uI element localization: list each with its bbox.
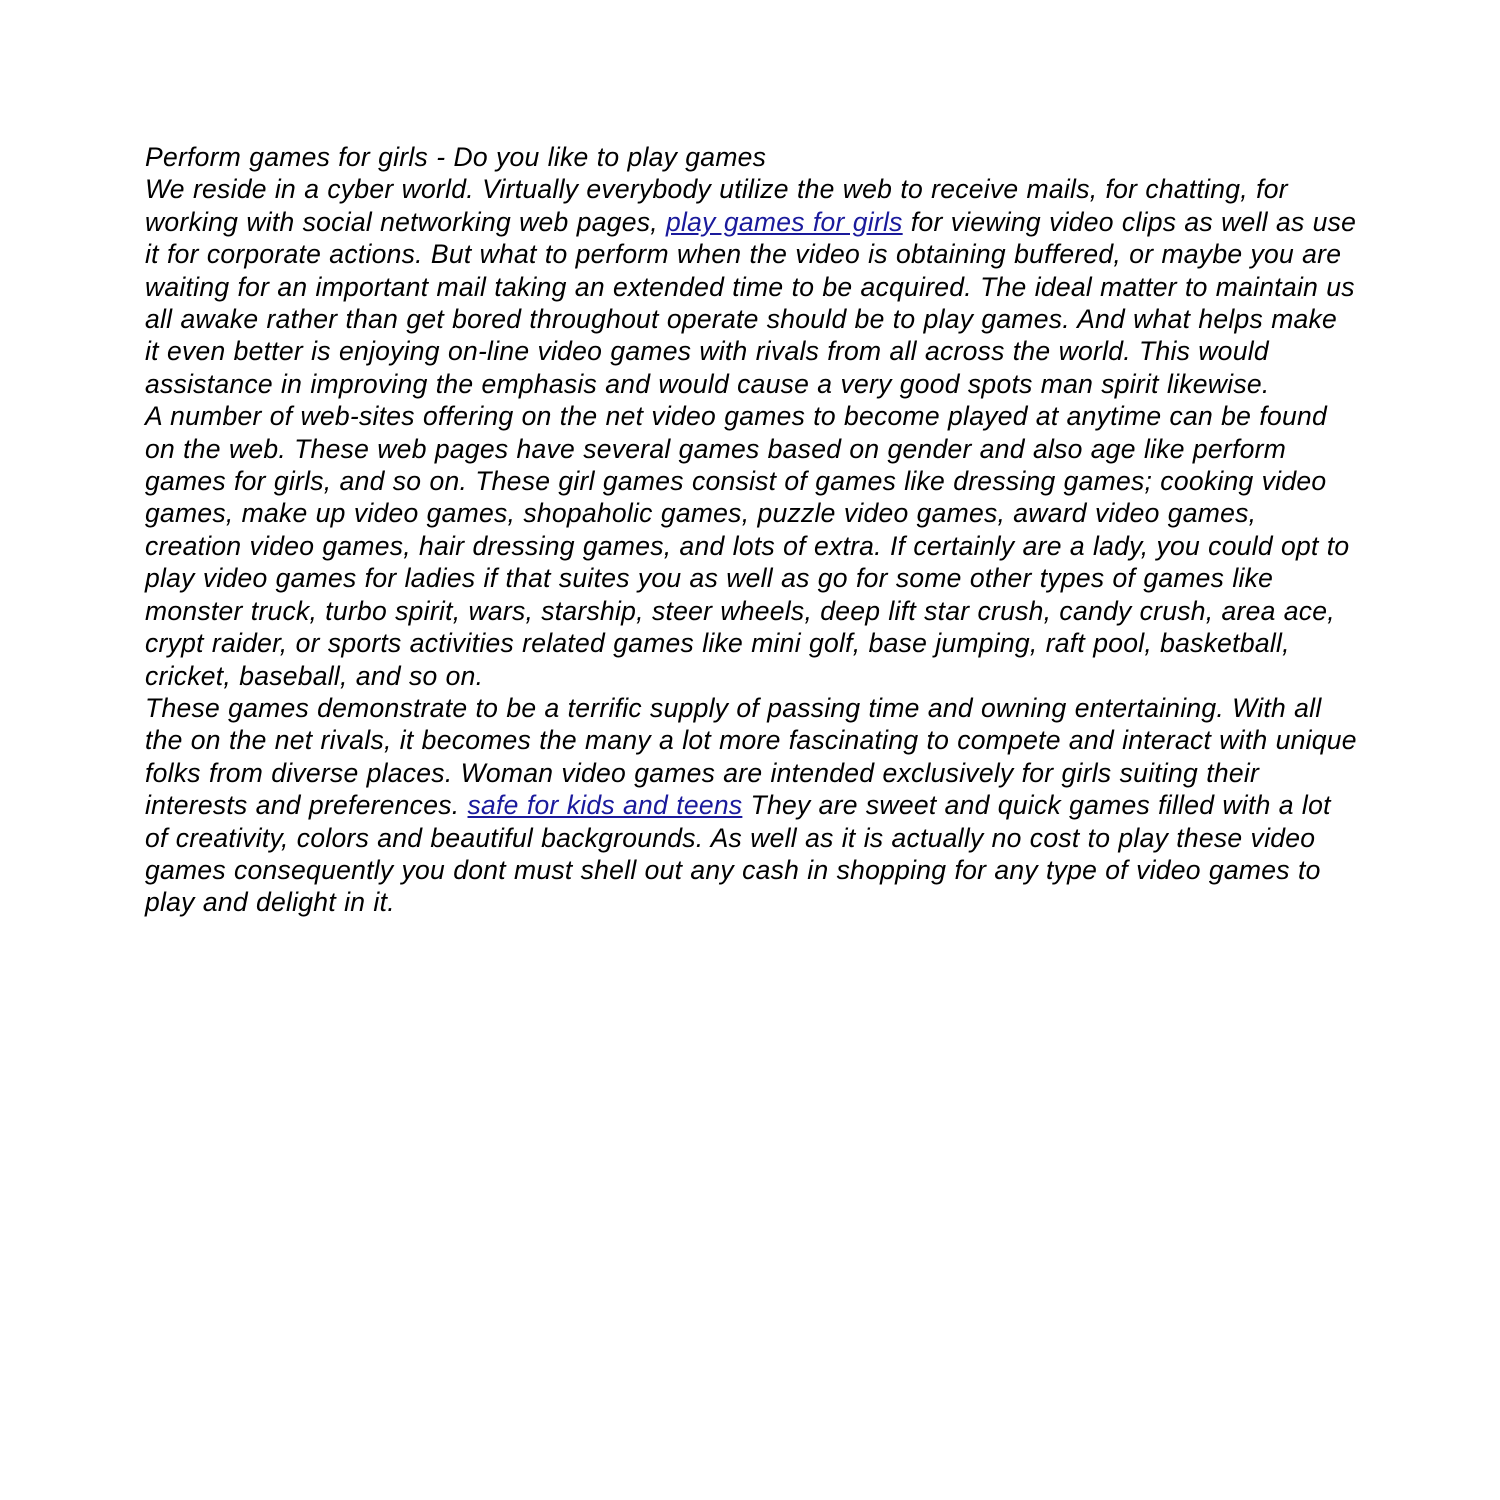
paragraph-intro-text-1: We reside in a cyber world. Virtually everybody utilize the web to receive mails, for chatting, for working with social networking web pages, [145,174,1288,237]
paragraph-closing-text-1: These games demonstrate to be a terrific supply of passing time and owning entertaining. With all the on the net rivals, it becomes the many a lot more fascinating to compete and interact with unique folks from diverse places. Woman video games are intended exclusively for girls suiting their interests and preferences. [145,692,1357,821]
paragraph-closing [145,692,1358,919]
link-play-games-for-girls[interactable]: play games for girls [666,206,903,237]
paragraph-websites [145,400,1358,692]
link-safe-for-kids-and-teens[interactable]: safe for kids and teens [467,790,743,821]
paragraph-websites-text: A number of web-sites offering on the net video games to become played at anytime can be found on the web. These web pages have several games based on gender and also age like perform games for girls, and so on. These girl games consist of games like dressing games; cooking video games, make up video games, shopaholic games, puzzle video games, award video games, creation video games, hair dressing games, and lots of extra. If certainly are a lady, you could opt to play video games for ladies if that suites you as well as go for some other types of games like monster truck, turbo spirit, wars, starship, steer wheels, deep lift star crush, candy crush, area ace, crypt raider, or sports activities related games like mini golf, base jumping, raft pool, basketball, cricket, baseball, and so on. [145,401,1350,691]
document-body [145,141,1358,919]
document-title-line: Perform games for girls - Do you like to play games [145,142,767,172]
paragraph-closing-text-2: They are sweet and quick games filled with a lot of creativity, colors and beautiful backgrounds. As well as it is actually no cost to play these video games consequently you dont must shell out any cash in shopping for any type of video games to play and delight in it. [145,790,1331,918]
paragraph-intro-text-2: for viewing video clips as well as use it for corporate actions. But what to perform when the video is obtaining buffered, or maybe you are waiting for an important mail taking an extended time to be acquired. The ideal matter to maintain us all awake rather than get bored throughout operate should be to play games. And what helps make it even better is enjoying on-line video games with rivals from all across the world. This would assistance in improving the emphasis and would cause a very good spots man spirit likewise. [145,206,1357,399]
paragraph-intro [145,173,1358,400]
